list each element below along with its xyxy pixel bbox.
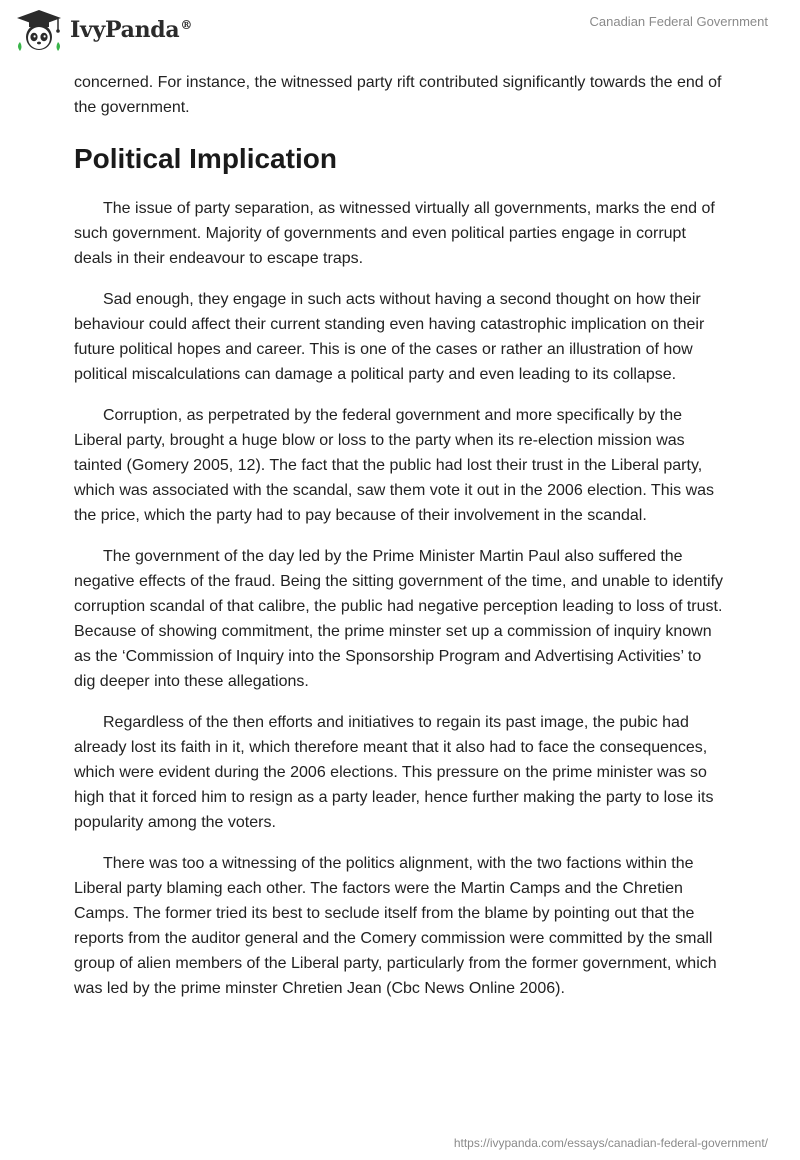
brand-name: IvyPanda®	[70, 17, 193, 43]
paragraph: Corruption, as perpetrated by the federal government and more specifically by the Liberal party, brought a huge blow or loss to the party when its re-election mission was tainted (Gomery 2005, 12). The fact that the public had lost their trust in the Liberal party, which was associated with the scandal, saw them vote it out in the 2006 election. This was the price, which the party had to pay because of their involvement in the scandal.	[74, 407, 715, 524]
source-url[interactable]: https://ivypanda.com/essays/canadian-federal-government/	[453, 1136, 768, 1150]
section-heading: Political Implication	[74, 143, 337, 174]
brand-logo[interactable]	[14, 8, 192, 52]
paragraph: Regardless of the then efforts and initiatives to regain its past image, the pubic had already lost its faith in it, which therefore meant that it also had to face the consequences, which were evident during the 2006 elections. This pressure on the prime minister was so high that it forced him to resign as a party leader, hence further making the party to lose its popularity among the voters.	[74, 714, 714, 831]
registered-mark: ®	[180, 17, 193, 32]
paragraph: There was too a witnessing of the politics alignment, with the two factions within the Liberal party blaming each other. The factors were the Martin Camps and the Chretien Camps. The former tried its best to seclude itself from the blame by pointing out that the reports from the auditor general and the Comery commission were committed by the small group of alien members of the Liberal party, particularly from the former government, which was led by the prime minster Chretien Jean (Cbc News Online 2006).	[74, 855, 717, 997]
panda-graduate-icon	[14, 8, 64, 52]
paragraph: The issue of party separation, as witnessed virtually all governments, marks the end of such government. Majority of governments and even political parties engage in corrupt deals in their endeavour to escape traps.	[74, 200, 715, 267]
lead-paragraph: concerned. For instance, the witnessed party rift contributed significantly towards the end of the government.	[74, 74, 722, 116]
paragraph: Sad enough, they engage in such acts without having a second thought on how their behaviour could affect their current standing even having catastrophic implication on their future political hopes and career. This is one of the cases or rather an illustration of how political miscalculations can damage a political party and even leading to its collapse.	[74, 291, 705, 383]
essay-content	[74, 70, 726, 1017]
document-title: Canadian Federal Government	[589, 14, 768, 29]
page-header	[0, 0, 800, 64]
paragraph: The government of the day led by the Prime Minister Martin Paul also suffered the negative effects of the fraud. Being the sitting government of the time, and unable to identify corruption scandal of that calibre, the public had negative perception leading to loss of trust. Because of showing commitment, the prime minster set up a commission of inquiry known as the ‘Commission of Inquiry into the Sponsorship Program and Advertising Activities’ to dig deeper into these allegations.	[74, 548, 724, 690]
